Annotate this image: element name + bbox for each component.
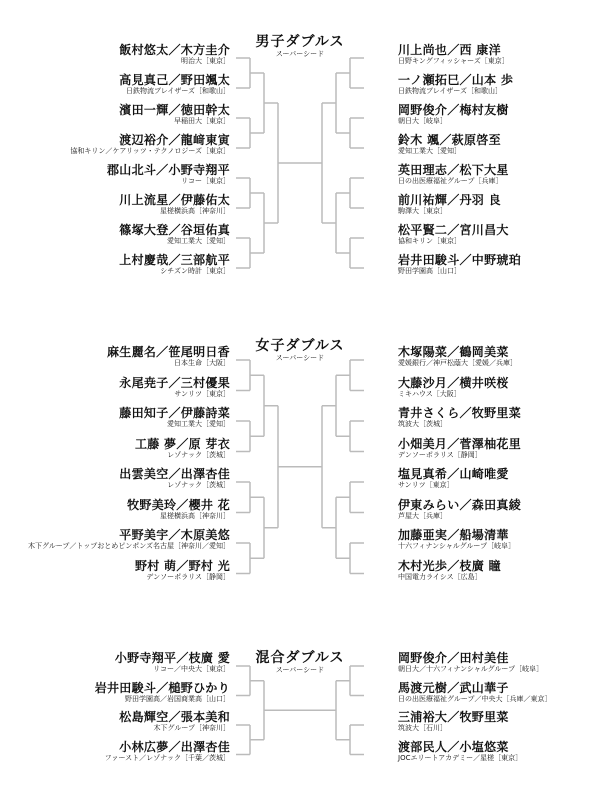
pair-names: 上村慶哉／三部航平	[119, 253, 230, 267]
section-title: 女子ダブルス	[255, 338, 345, 354]
pair-entry	[0, 406, 230, 429]
pair-names: 大藤沙月／横井咲桜	[398, 375, 509, 390]
pair-affiliation: 日鉄物流ブレイザーズ［和歌山］	[398, 87, 503, 95]
pair-names: 木塚陽菜／鶴岡美菜	[398, 345, 509, 359]
pair-names: 渡部民人／小塩悠菜	[398, 739, 509, 754]
pair-affiliation: 木下グループ／トップおとめピンポンズ名古屋［神奈川／愛知］	[27, 542, 230, 550]
pair-names: 川上流星／伊藤佑太	[119, 193, 230, 207]
pair-entry	[398, 467, 600, 490]
pair-entry	[0, 681, 230, 704]
pair-entry	[0, 376, 230, 399]
pair-names: 木村光歩／枝廣 瞳	[398, 558, 501, 573]
pair-entry	[398, 43, 600, 66]
pair-names: 松平賢二／宮川昌大	[398, 223, 509, 237]
section-subtitle: スーパーシード	[275, 50, 325, 58]
pair-entry	[0, 103, 230, 126]
pair-names: 一ノ瀬拓巳／山本 歩	[398, 73, 514, 87]
pair-affiliation: 明治大［東京］	[181, 57, 230, 65]
pair-entry	[0, 193, 230, 216]
pair-affiliation: 星槎横浜高［神奈川］	[160, 511, 230, 520]
pair-affiliation: レゾナック［茨城］	[167, 481, 230, 489]
pair-entry	[398, 163, 600, 186]
pair-affiliation: レゾナック［茨城］	[167, 450, 230, 459]
pair-affiliation: 早稲田大［東京］	[174, 117, 230, 125]
section-3	[0, 650, 600, 800]
pair-affiliation: 愛知工業大［愛知］	[167, 420, 230, 428]
pair-entry	[0, 528, 230, 551]
pair-names: 渡辺裕介／龍﨑東寅	[119, 133, 230, 147]
pair-affiliation: 日野キングフィッシャーズ［東京］	[398, 57, 509, 65]
pair-entry	[0, 559, 230, 582]
pair-affiliation: シチズン時計［東京］	[160, 267, 230, 275]
pair-entry	[398, 681, 600, 704]
pair-names: 飯村悠太／木方圭介	[119, 43, 230, 57]
pair-affiliation: サンリツ［東京］	[174, 389, 230, 398]
section-subtitle: スーパーシード	[275, 666, 325, 674]
pair-entry	[398, 133, 600, 156]
pair-entry	[0, 498, 230, 521]
pair-entry	[398, 559, 600, 582]
pair-affiliation: JOCエリートアカデミー／星槎［東京］	[398, 753, 523, 762]
pair-names: 小畑美月／菅澤柚花里	[398, 436, 522, 451]
pair-entry	[0, 467, 230, 490]
pair-affiliation: 愛知工業大［愛知］	[167, 237, 230, 245]
pair-affiliation: ファースト／レゾナック［千葉／茨城］	[104, 753, 230, 762]
pair-affiliation: 駒澤大［東京］	[398, 207, 447, 215]
pair-names: 岡野俊介／梅村友樹	[398, 103, 509, 117]
pair-affiliation: 野田学園高／岩国商業高［山口］	[125, 694, 230, 703]
pair-affiliation: 筑波大［茨城］	[398, 420, 447, 428]
pair-affiliation: サンリツ［東京］	[398, 481, 454, 489]
pair-entry	[398, 73, 600, 96]
pair-entry	[398, 376, 600, 399]
pair-names: 平野美宇／木原美悠	[119, 528, 230, 542]
pair-names: 馬渡元樹／武山華子	[398, 680, 509, 695]
pair-affiliation: リコー／中央大［東京］	[153, 665, 230, 673]
pair-affiliation: 日の出医療福祉グループ［兵庫］	[398, 177, 503, 185]
pair-names: 麻生麗名／笹尾明日香	[106, 345, 230, 359]
pair-names: 野村 萌／野村 光	[134, 558, 230, 573]
pair-affiliation: 日本生命［大阪］	[174, 359, 230, 367]
pair-entry	[398, 740, 600, 763]
pair-names: 小林広夢／出澤杏佳	[119, 739, 230, 754]
pair-affiliation: 中国電力ライシス［広島］	[398, 572, 482, 581]
pair-entry	[398, 345, 600, 368]
section-title: 男子ダブルス	[255, 34, 345, 50]
pair-affiliation: 木下グループ［神奈川］	[153, 724, 230, 732]
pair-entry	[0, 651, 230, 674]
pair-entry	[398, 406, 600, 429]
pair-affiliation: 朝日大［岐阜］	[398, 117, 447, 125]
pair-affiliation: 芦屋大［兵庫］	[398, 511, 447, 520]
pair-entry	[0, 437, 230, 460]
section-2	[0, 338, 600, 608]
pair-entry	[0, 73, 230, 96]
pair-entry	[0, 710, 230, 733]
pair-affiliation: 愛知工業大［愛知］	[398, 147, 461, 155]
pair-names: 岩井田駿斗／中野琥珀	[398, 253, 522, 267]
pair-names: 加藤亜実／船場清華	[398, 528, 509, 542]
pair-affiliation: 日の出医療福祉グループ／中央大［兵庫／東京］	[398, 694, 552, 703]
pair-affiliation: 筑波大［石川］	[398, 724, 447, 732]
pair-names: 川上尚也／西 康洋	[398, 43, 501, 57]
pair-entry	[398, 103, 600, 126]
pair-names: 伊東みらい／森田真綾	[398, 497, 522, 512]
pair-names: 岩井田駿斗／槌野ひかり	[94, 680, 230, 695]
pair-names: 出雲美空／出澤杏佳	[119, 467, 230, 481]
pair-names: 松島輝空／張本美和	[119, 710, 230, 724]
pair-entry	[0, 345, 230, 368]
pair-affiliation: ミキハウス［大阪］	[398, 389, 461, 398]
pair-names: 小野寺翔平／枝廣 愛	[114, 651, 230, 665]
pair-entry	[0, 163, 230, 186]
pair-affiliation: 協和キリン／ケアリッツ・テクノロジーズ［東京］	[70, 147, 230, 155]
pair-entry	[398, 498, 600, 521]
section-title: 混合ダブルス	[255, 650, 345, 666]
pair-names: 牧野美玲／櫻井 花	[127, 497, 230, 512]
pair-entry	[0, 43, 230, 66]
pair-names: 篠塚大登／谷垣佑真	[119, 223, 230, 237]
pair-names: 郡山北斗／小野寺翔平	[106, 163, 230, 177]
pair-entry	[0, 223, 230, 246]
pair-names: 英田理志／松下大星	[398, 163, 509, 177]
pair-entry	[398, 223, 600, 246]
pair-affiliation: 愛媛銀行／神戸松蔭大［愛媛／兵庫］	[398, 359, 517, 367]
pair-names: 岡野俊介／田村美佳	[398, 651, 509, 665]
pair-entry	[398, 193, 600, 216]
pair-names: 前川祐輝／丹羽 良	[398, 193, 501, 207]
pair-names: 三浦裕大／牧野里菜	[398, 710, 509, 724]
pair-names: 青井さくら／牧野里菜	[398, 406, 522, 420]
pair-names: 鈴木 颯／萩原啓至	[398, 133, 501, 147]
pair-entry	[398, 437, 600, 460]
pair-entry	[398, 253, 600, 276]
pair-entry	[398, 710, 600, 733]
pair-affiliation: 日鉄物流ブレイザーズ［和歌山］	[125, 87, 230, 95]
pair-affiliation: デンソーポラリス［静岡］	[146, 572, 230, 581]
pair-entry	[0, 133, 230, 156]
pair-names: 工藤 夢／原 芽衣	[134, 436, 230, 451]
pair-affiliation: リコー［東京］	[181, 177, 230, 185]
pair-names: 高見真己／野田颯太	[119, 73, 230, 87]
pair-names: 藤田知子／伊藤詩菜	[119, 406, 230, 420]
pair-affiliation: 十六フィナンシャルグループ［岐阜］	[398, 542, 516, 550]
section-subtitle: スーパーシード	[275, 354, 325, 362]
pair-affiliation: 野田学園高［山口］	[398, 267, 461, 275]
pair-entry	[0, 253, 230, 276]
pair-names: 濱田一輝／徳田幹太	[119, 103, 230, 117]
pair-affiliation: 朝日大／十六フィナンシャルグループ［岐阜］	[398, 665, 544, 673]
pair-entry	[0, 740, 230, 763]
pair-affiliation: 星槎横浜高［神奈川］	[160, 207, 230, 215]
pair-affiliation: デンソーポラリス［静岡］	[398, 450, 482, 459]
pair-entry	[398, 651, 600, 674]
pair-names: 塩見真希／山崎唯愛	[398, 467, 509, 481]
pair-names: 永尾尭子／三村優果	[119, 375, 230, 390]
section-1	[0, 34, 600, 294]
pair-entry	[398, 528, 600, 551]
pair-affiliation: 協和キリン［東京］	[398, 237, 461, 245]
